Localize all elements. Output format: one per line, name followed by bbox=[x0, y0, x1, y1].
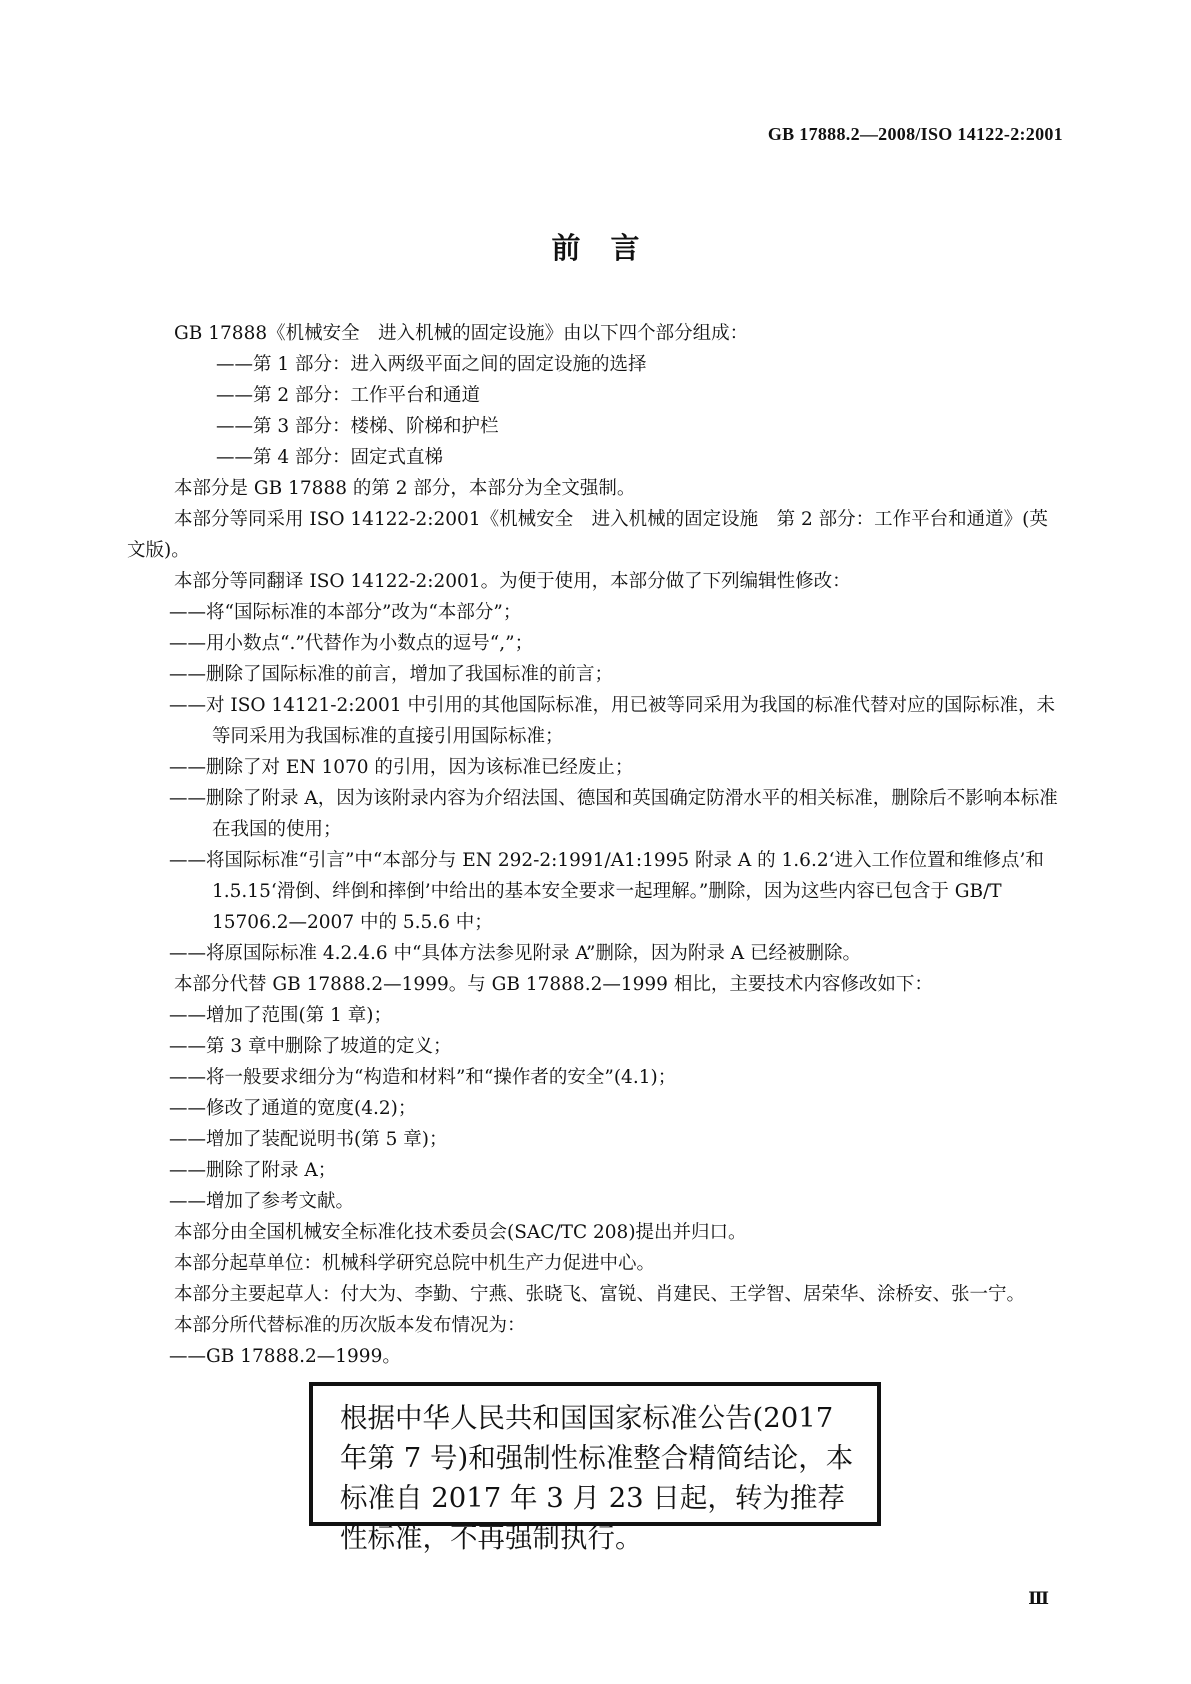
history-list-item: ——GB 17888.2—1999。 bbox=[169, 1346, 401, 1367]
intro-paragraph: GB 17888《机械安全 进入机械的固定设施》由以下四个部分组成： bbox=[174, 323, 749, 344]
history-paragraph: 本部分所代替标准的历次版本发布情况为： bbox=[174, 1315, 526, 1336]
change-list-item: ——增加了范围(第 1 章)； bbox=[169, 1005, 392, 1026]
change-list-item: ——将一般要求细分为“构造和材料”和“操作者的安全”(4.1)； bbox=[169, 1067, 677, 1088]
edit-list-item: ——删除了附录 A，因为该附录内容为介绍法国、德国和英国确定防滑水平的相关标准，删除后不影响本标准在我国的使用； bbox=[169, 788, 1058, 840]
translation-paragraph: 本部分等同翻译 ISO 14122-2:2001。为便于使用，本部分做了下列编辑性修改： bbox=[174, 571, 851, 592]
part-of-paragraph: 本部分是 GB 17888 的第 2 部分，本部分为全文强制。 bbox=[174, 478, 636, 499]
parts-list-item: ——第 2 部分：工作平台和通道 bbox=[216, 385, 481, 406]
replacement-paragraph: 本部分代替 GB 17888.2—1999。与 GB 17888.2—1999 相比，主要技术内容修改如下： bbox=[174, 974, 933, 995]
parts-list-item: ——第 1 部分：进入两级平面之间的固定设施的选择 bbox=[216, 354, 647, 375]
adoption-paragraph: 本部分等同采用 ISO 14122-2:2001《机械安全 进入机械的固定设施 第 2 部分：工作平台和通道》(英文版)。 bbox=[127, 509, 1048, 561]
change-list-item: ——删除了附录 A； bbox=[169, 1160, 337, 1181]
parts-list-item: ——第 4 部分：固定式直梯 bbox=[216, 447, 444, 468]
edit-list-item: ——将国际标准“引言”中“本部分与 EN 292-2:1991/A1:1995 附录 A 的 1.6.2‘进入工作位置和维修点’和 1.5.15‘滑倒、绊倒和摔倒’中给出的基本安全要求一起理解。”删除，因为这些内容已包含于 GB/T 15706.2—2007 中的 5.5.6 中； bbox=[169, 850, 1044, 933]
change-list-item: ——第 3 章中删除了坡道的定义； bbox=[169, 1036, 452, 1057]
edit-list-item: ——删除了国际标准的前言，增加了我国标准的前言； bbox=[169, 664, 614, 685]
edit-list-item: ——用小数点“.”代替作为小数点的逗号“,”； bbox=[169, 633, 534, 654]
drafters-paragraph: 本部分主要起草人：付大为、李勤、宁燕、张晓飞、富锐、肖建民、王学智、居荣华、涂桥安、张一宁。 bbox=[174, 1284, 1026, 1305]
status-notice-box: 根据中华人民共和国国家标准公告(2017 年第 7 号)和强制性标准整合精简结论，本标准自 2017 年 3 月 23 日起，转为推荐性标准，不再强制执行。 bbox=[309, 1382, 881, 1526]
edit-list-item: ——对 ISO 14121-2:2001 中引用的其他国际标准，用已被等同采用为我国的标准代替对应的国际标准，未等同采用为我国标准的直接引用国际标准； bbox=[169, 695, 1055, 747]
drafting-unit-paragraph: 本部分起草单位：机械科学研究总院中机生产力促进中心。 bbox=[174, 1253, 656, 1274]
edit-list-item: ——删除了对 EN 1070 的引用，因为该标准已经废止； bbox=[169, 757, 634, 778]
edit-list-item: ——将“国际标准的本部分”改为“本部分”； bbox=[169, 602, 522, 623]
foreword-body bbox=[127, 318, 1059, 1372]
page-number: Ⅲ bbox=[1028, 1589, 1049, 1609]
change-list-item: ——修改了通道的宽度(4.2)； bbox=[169, 1098, 417, 1119]
proposed-by-paragraph: 本部分由全国机械安全标准化技术委员会(SAC/TC 208)提出并归口。 bbox=[174, 1222, 747, 1243]
parts-list-item: ——第 3 部分：楼梯、阶梯和护栏 bbox=[216, 416, 499, 437]
change-list-item: ——增加了参考文献。 bbox=[169, 1191, 355, 1212]
change-list-item: ——增加了装配说明书(第 5 章)； bbox=[169, 1129, 448, 1150]
page-title: 前言 bbox=[551, 231, 670, 265]
standard-number-header: GB 17888.2—2008/ISO 14122-2:2001 bbox=[767, 124, 1063, 144]
edit-list-item: ——将原国际标准 4.2.4.6 中“具体方法参见附录 A”删除，因为附录 A 已经被删除。 bbox=[169, 943, 862, 964]
